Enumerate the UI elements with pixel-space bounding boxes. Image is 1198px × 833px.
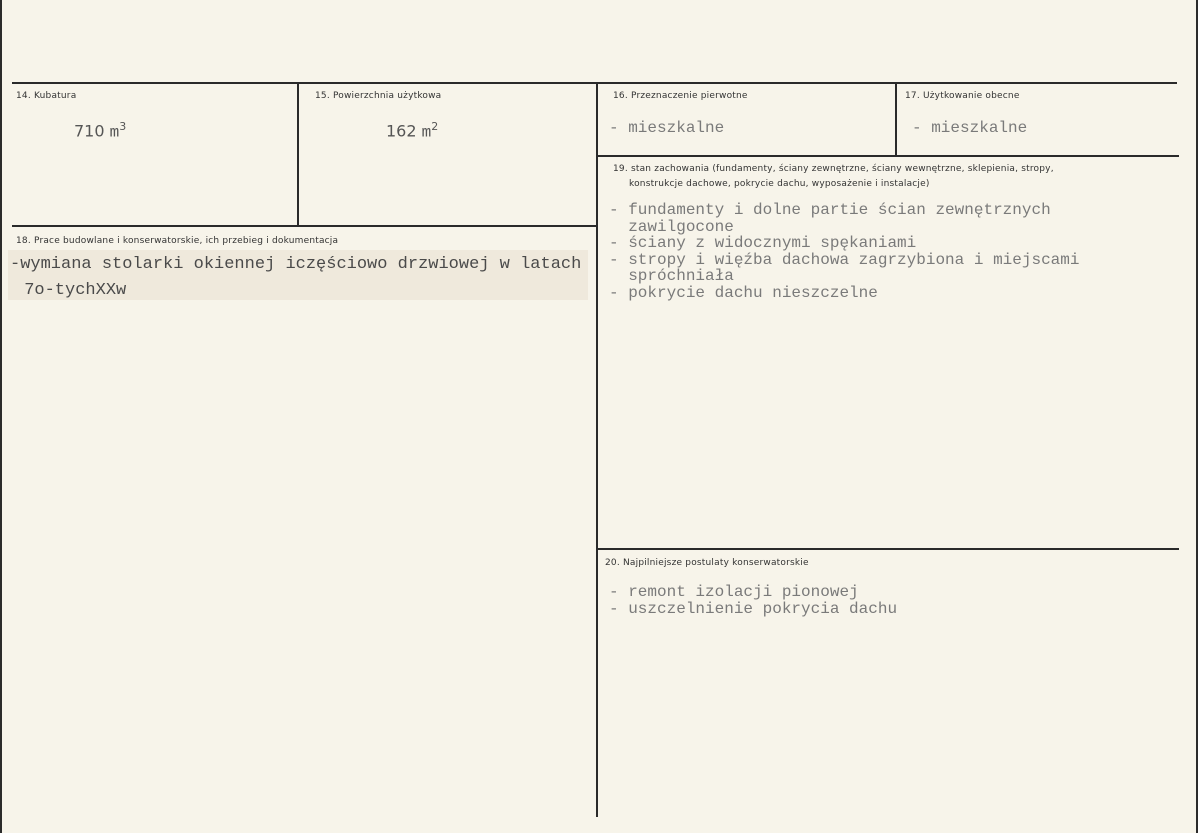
- field-20-list: [609, 584, 897, 617]
- top-rule: [12, 82, 1177, 84]
- kubatura-unit: m: [109, 123, 120, 142]
- field-19-list: [609, 202, 1079, 301]
- list-item: - fundamenty i dolne partie ścian zewnętrznych: [609, 201, 1051, 219]
- list-item: - ściany z widocznymi spękaniami: [609, 234, 917, 252]
- field-19-label-line-1: 19. stan zachowania (fundamenty, ściany zewnętrzne, ściany wewnętrzne, sklepienia, stropy,: [613, 164, 1054, 174]
- field-16-value: - mieszkalne: [609, 119, 725, 137]
- divider-14-15: [297, 82, 299, 227]
- field-18-label: 18. Prace budowlane i konserwatorskie, ich przebieg i dokumentacja: [16, 236, 339, 246]
- divider-16-17: [895, 82, 897, 155]
- kubatura-value: 710: [74, 121, 105, 141]
- rule-above-20: [596, 548, 1179, 550]
- list-item: - pokrycie dachu nieszczelne: [609, 283, 878, 302]
- field-17-value: - mieszkalne: [912, 119, 1028, 137]
- kubatura-unit-exponent: 3: [119, 120, 127, 133]
- powierzchnia-value: 162: [386, 121, 417, 141]
- field-16-label: 16. Przeznaczenie pierwotne: [613, 91, 748, 101]
- field-18-line-1: -wymiana stolarki okiennej iczęściowo drzwiowej w latach: [10, 255, 582, 274]
- list-item: spróchniała: [609, 267, 734, 285]
- field-15-label: 15. Powierzchnia użytkowa: [315, 91, 442, 101]
- field-18-line-2: 7o-tychXXw: [14, 281, 127, 300]
- field-17-label: 17. Użytkowanie obecne: [905, 91, 1020, 101]
- powierzchnia-unit: m: [421, 123, 432, 142]
- list-item: - stropy i więźba dachowa zagrzybiona i miejscami: [609, 250, 1080, 269]
- field-15-value: [386, 120, 438, 141]
- field-20-label: 20. Najpilniejsze postulaty konserwatorskie: [605, 558, 809, 568]
- field-19-label-line-2: konstrukcje dachowe, pokrycie dachu, wyposażenie i instalacje): [629, 179, 930, 189]
- rule-under-16-17: [596, 155, 1179, 157]
- center-divider: [596, 82, 598, 817]
- list-item: zawilgocone: [609, 217, 734, 236]
- list-item: - remont izolacji pionowej: [609, 583, 859, 601]
- field-14-label: 14. Kubatura: [16, 91, 77, 101]
- field-14-value: [74, 120, 126, 141]
- powierzchnia-unit-exponent: 2: [431, 120, 439, 133]
- list-item: - uszczelnienie pokrycia dachu: [609, 599, 898, 618]
- rule-under-14-15: [12, 225, 596, 227]
